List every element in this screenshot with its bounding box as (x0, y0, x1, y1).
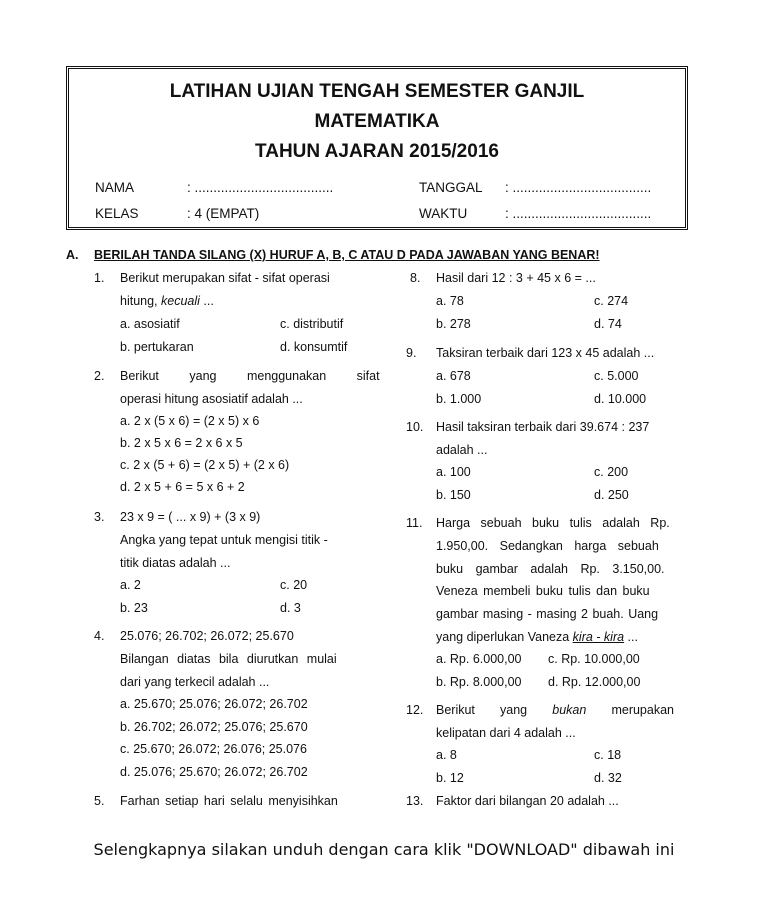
q2-line1-text: Berikut yang menggunakan sifat (120, 369, 380, 383)
option-c: c. distributif (280, 317, 344, 331)
q11-line6 (436, 630, 638, 644)
option-a: a. 8 (436, 748, 457, 762)
q11-line3: buku gambar adalah Rp. 3.150,00. (436, 562, 665, 576)
option-a: a. 100 (436, 465, 471, 479)
option-a: a. Rp. 6.000,00 (436, 652, 522, 666)
option-a: a. 2 (120, 578, 141, 592)
option-b: b. pertukaran (120, 340, 194, 354)
q11-line4: Veneza membeli buku tulis dan buku (436, 584, 650, 598)
q8-line1: Hasil dari 12 : 3 + 45 x 6 = ... (436, 271, 596, 285)
question-number: 9. (406, 346, 417, 360)
q11-emphasis: kira - kira (572, 630, 625, 644)
q11-line6-text: yang diperlukan Vaneza (436, 630, 573, 644)
option-a: a. 25.670; 25.076; 26.072; 26.702 (120, 697, 308, 711)
option-a: a. 678 (436, 369, 471, 383)
q4-line2: Bilangan diatas bila diurutkan mulai (120, 652, 337, 666)
download-note: Selengkapnya silakan unduh dengan cara klik "DOWNLOAD" dibawah ini (93, 840, 675, 859)
kelas-value: : 4 (EMPAT) (187, 206, 260, 221)
option-c: c. 2 x (5 + 6) = (2 x 5) + (2 x 6) (120, 458, 290, 472)
option-d: d. 3 (280, 601, 301, 615)
q3-line1: 23 x 9 = ( ... x 9) + (3 x 9) (120, 510, 261, 524)
option-d: d. 2 x 5 + 6 = 5 x 6 + 2 (120, 480, 245, 494)
q11-line2: 1.950,00. Sedangkan harga sebuah (436, 539, 659, 553)
question-number: 2. (94, 369, 105, 383)
q3-line3: titik diatas adalah ... (120, 556, 231, 570)
kelas-label: KELAS (95, 206, 139, 221)
q3-line2: Angka yang tepat untuk mengisi titik - (120, 533, 328, 547)
question-number: 12. (406, 703, 424, 717)
nama-label: NAMA (95, 180, 135, 195)
question-number: 5. (94, 794, 105, 808)
question-text (120, 271, 362, 285)
year-title: TAHUN AJARAN 2015/2016 (255, 141, 499, 162)
option-d: d. 32 (594, 771, 622, 785)
option-b: b. 278 (436, 317, 471, 331)
question-number: 10. (406, 420, 424, 434)
q11-line1: Harga sebuah buku tulis adalah Rp. (436, 516, 670, 530)
option-c: c. 5.000 (594, 369, 639, 383)
question-number: 11. (406, 516, 423, 530)
q2-line2: operasi hitung asosiatif adalah ... (120, 392, 303, 406)
subject-title: MATEMATIKA (314, 111, 440, 132)
q10-line1: Hasil taksiran terbaik dari 39.674 : 237 (436, 420, 650, 434)
option-c: c. 18 (594, 748, 622, 762)
section-title: BERILAH TANDA SILANG (X) HURUF A, B, C ATAU D PADA JAWABAN YANG BENAR! (94, 248, 600, 262)
option-d: d. 25.076; 25.670; 26.072; 26.702 (120, 765, 308, 779)
option-b: b. 23 (120, 601, 148, 615)
q1-line2 (120, 294, 214, 308)
tanggal-value: : ..................................... (505, 180, 652, 195)
nama-value: : ..................................... (187, 180, 334, 195)
q4-line1: 25.076; 26.702; 26.072; 25.670 (120, 629, 294, 643)
q12-line2: kelipatan dari 4 adalah ... (436, 726, 576, 740)
option-b: b. 1.000 (436, 392, 482, 406)
q10-line2: adalah ... (436, 443, 488, 457)
q1-line2-text: hitung, (120, 294, 162, 308)
q1-line1: Berikut merupakan sifat - sifat operasi (120, 271, 330, 285)
option-b: b. Rp. 8.000,00 (436, 675, 522, 689)
option-a: a. 2 x (5 x 6) = (2 x 5) x 6 (120, 414, 260, 428)
option-c: c. 274 (594, 294, 629, 308)
option-c: c. 25.670; 26.072; 26.076; 25.076 (120, 742, 307, 756)
q4-line3: dari yang terkecil adalah ... (120, 675, 270, 689)
option-d: d. 74 (594, 317, 622, 331)
waktu-value: : ..................................... (505, 206, 652, 221)
header-box (66, 66, 688, 230)
question-number: 13. (406, 794, 424, 808)
option-c: c. Rp. 10.000,00 (548, 652, 640, 666)
q12-word: Berikut (436, 703, 475, 717)
q12-word: merupakan (611, 703, 674, 717)
section-letter: A. (66, 248, 79, 262)
section-heading (66, 248, 600, 262)
option-a: a. asosiatif (120, 317, 180, 331)
q12-line1 (436, 703, 674, 717)
question-number: 3. (94, 510, 105, 524)
option-b: b. 26.702; 26.072; 25.076; 25.670 (120, 720, 308, 734)
q2-line1 (120, 369, 380, 383)
option-b: b. 150 (436, 488, 471, 502)
question-number: 1. (94, 271, 105, 285)
option-d: d. 10.000 (594, 392, 647, 406)
option-d: d. Rp. 12.000,00 (548, 675, 641, 689)
q5-line1: Farhan setiap hari selalu menyisihkan (120, 794, 338, 808)
q11-line5: gambar masing - masing 2 buah. Uang (436, 607, 659, 621)
option-b: b. 12 (436, 771, 464, 785)
question-number: 8. (410, 271, 421, 285)
q12-word: yang (500, 703, 528, 717)
question-number: 4. (94, 629, 105, 643)
option-c: c. 20 (280, 578, 308, 592)
option-b: b. 2 x 5 x 6 = 2 x 6 x 5 (120, 436, 243, 450)
option-d: d. 250 (594, 488, 629, 502)
option-c: c. 200 (594, 465, 629, 479)
q12-emphasis: bukan (552, 703, 587, 717)
q13-line1: Faktor dari bilangan 20 adalah ... (436, 794, 619, 808)
tanggal-label: TANGGAL (419, 180, 483, 195)
option-d: d. konsumtif (280, 340, 348, 354)
q11-ellipsis: ... (624, 630, 638, 644)
q1-ellipsis: ... (199, 294, 214, 308)
q9-line1: Taksiran terbaik dari 123 x 45 adalah ... (436, 346, 655, 360)
waktu-label: WAKTU (419, 206, 468, 221)
exam-title: LATIHAN UJIAN TENGAH SEMESTER GANJIL (169, 81, 585, 102)
q1-emphasis: kecuali (161, 294, 200, 308)
option-a: a. 78 (436, 294, 464, 308)
